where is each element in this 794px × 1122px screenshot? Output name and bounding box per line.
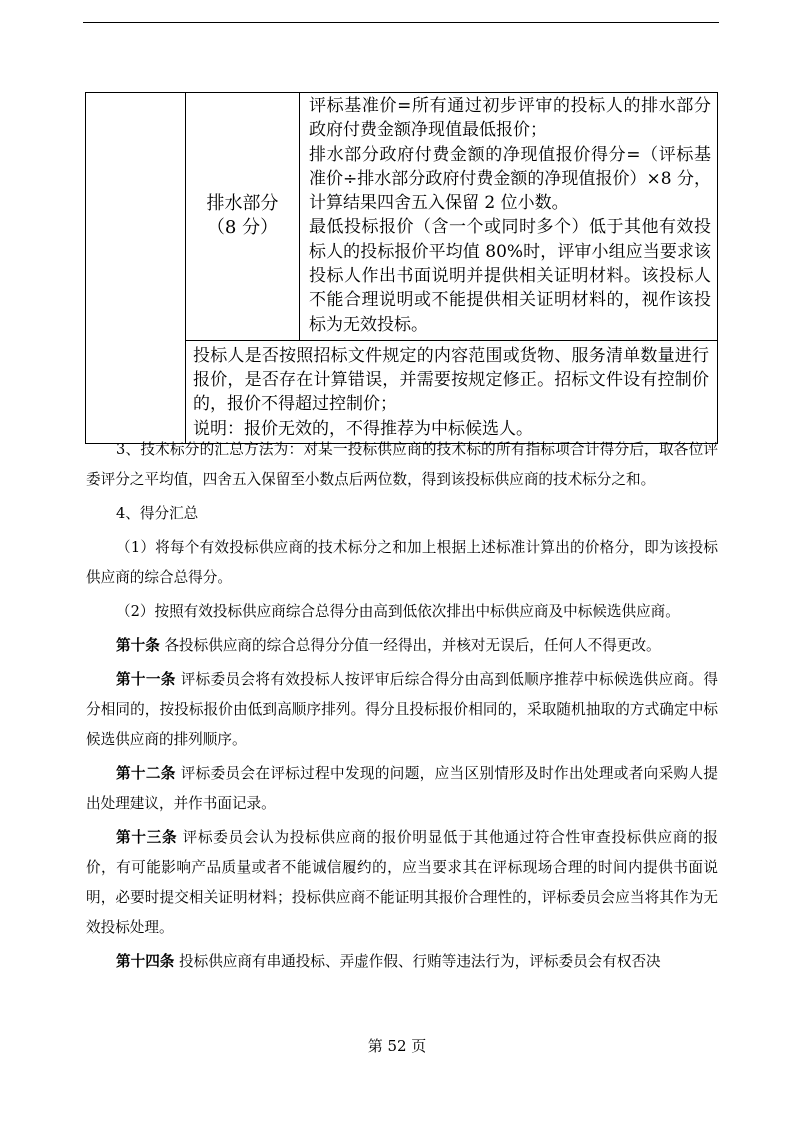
article-14-title: 第十四条 bbox=[116, 953, 175, 970]
category-label: 排水部分 bbox=[206, 193, 279, 215]
table-cell-rule bbox=[300, 93, 718, 341]
paragraph-4-2: （2）按照有效投标供应商综合总得分由高到低依次排出中标供应商及中标候选供应商。 bbox=[116, 603, 680, 620]
article-14-text: 投标供应商有串通投标、弄虚作假、行贿等违法行为，评标委员会有权否决 bbox=[179, 953, 661, 970]
paragraph-4-1: （1）将每个有效投标供应商的技术标分之和加上根据上述标准计算出的价格分，即为该投标供应商的综合总得分。 bbox=[86, 539, 718, 586]
header-rule bbox=[83, 22, 719, 23]
paragraph-4: 4、得分汇总 bbox=[116, 505, 199, 522]
table-cell-category bbox=[186, 93, 300, 341]
rule-line: 最低投标报价（含一个或同时多个）低于其他有效投标人的投标报价平均值 80%时，评审小组应当要求该投标人作出书面说明并提供相关证明材料。该投标人不能合理说明或不能提供相关证明材料的，视作该投标为无效投标。 bbox=[309, 217, 711, 335]
table-row bbox=[86, 93, 718, 341]
article-11-title: 第十一条 bbox=[116, 671, 176, 688]
table-cell-note bbox=[186, 340, 718, 443]
article-14 bbox=[86, 947, 718, 977]
category-score: （8 分） bbox=[206, 217, 279, 239]
paragraph-3: 3、技术标分的汇总方法为：对某一投标供应商的技术标的所有指标项合计得分后，取各位评委评分之平均值，四舍五入保留至小数点后两位数，得到该投标供应商的技术标分之和。 bbox=[86, 441, 718, 488]
article-13-text: 评标委员会认为投标供应商的报价明显低于其他通过符合性审查投标供应商的报价，有可能影响产品质量或者不能诚信履约的，应当要求其在评标现场合理的时间内提供书面说明，必要时提交相关证明材料；投标供应商不能证明其报价合理性的，评标委员会应当将其作为无效投标处理。 bbox=[86, 829, 718, 936]
rule-line: 排水部分政府付费金额的净现值报价得分=（评标基准价÷排水部分政府付费金额的净现值报价）×8 分，计算结果四舍五入保留 2 位小数。 bbox=[309, 144, 711, 214]
article-11-text: 评标委员会将有效投标人按评审后综合得分由高到低顺序推荐中标候选供应商。得分相同的，按投标报价由低到高顺序排列。得分且投标报价相同的，采取随机抽取的方式确定中标候选供应商的排列顺序。 bbox=[86, 671, 718, 748]
body-content bbox=[86, 435, 718, 977]
scoring-table bbox=[85, 92, 718, 444]
article-10-text: 各投标供应商的综合总得分分值一经得出，并核对无误后，任何人不得更改。 bbox=[164, 637, 661, 654]
note-line: 说明：报价无效的，不得推荐为中标候选人。 bbox=[193, 418, 533, 439]
note-line: 投标人是否按照招标文件规定的内容范围或货物、服务清单数量进行报价，是否存在计算错误，并需要按规定修正。招标文件设有控制价的，报价不得超过控制价； bbox=[193, 345, 709, 415]
rule-line: 评标基准价=所有通过初步评审的投标人的排水部分政府付费金额净现值最低报价； bbox=[309, 96, 711, 141]
article-10 bbox=[86, 631, 718, 661]
page-number: 第 52 页 bbox=[367, 1037, 427, 1055]
article-13-title: 第十三条 bbox=[116, 829, 178, 846]
article-12-text: 评标委员会在评标过程中发现的问题，应当区别情形及时作出处理或者向采购人提出处理建议，并作书面记录。 bbox=[86, 765, 718, 812]
article-12-title: 第十二条 bbox=[116, 765, 176, 782]
article-13 bbox=[86, 823, 718, 943]
article-11 bbox=[86, 665, 718, 755]
article-10-title: 第十条 bbox=[116, 637, 160, 654]
table-cell-empty bbox=[86, 93, 186, 444]
article-12 bbox=[86, 759, 718, 819]
